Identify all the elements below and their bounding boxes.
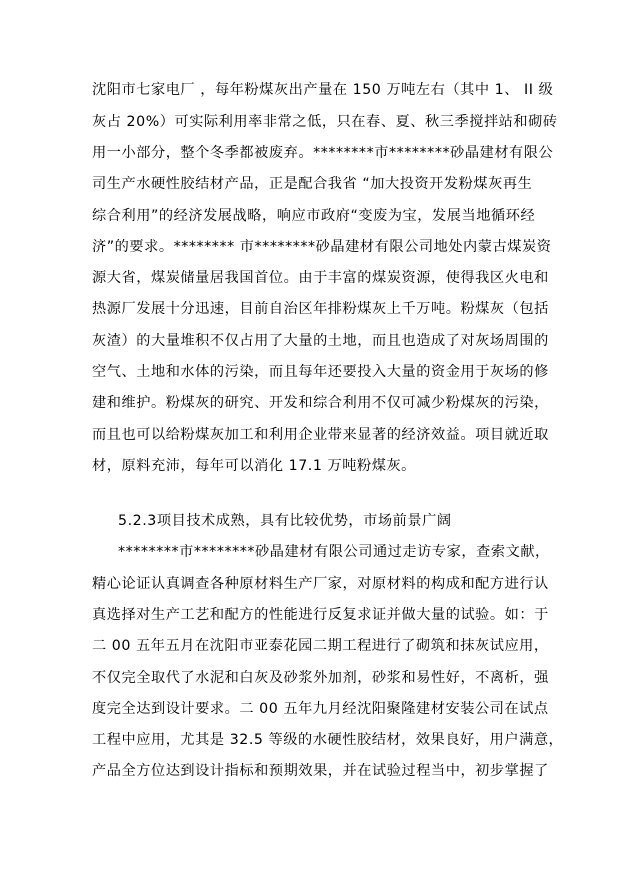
- paragraph-2-line-4: 二 00 五年五月在沈阳市亚泰花园二期工程进行了砌筑和抹灰试应用，: [92, 638, 549, 654]
- paragraph-1-line-5: 综合利用”的经济发展战略，响应市政府“变废为宝，发展当地循环经: [92, 208, 536, 224]
- paragraph-1-line-4: 司生产水硬性胶结材产品，正是配合我省 “加大投资开发粉煤灰再生: [92, 176, 533, 192]
- paragraph-2-line-8: 产品全方位达到设计指标和预期效果，并在试验过程当中，初步掌握了: [92, 763, 549, 779]
- paragraph-1-line-8: 热源厂发展十分迅速，目前自治区年排粉煤灰上千万吨。粉煤灰（包括: [92, 301, 549, 317]
- paragraph-1-line-13: 材，原料充沛，每年可以消化 17.1 万吨粉煤灰。: [92, 458, 416, 474]
- paragraph-1-line-10: 空气、土地和水体的污染，而且每年还要投入大量的资金用于灰场的修: [92, 364, 549, 380]
- paragraph-2-line-7: 工程中应用，尤其是 32.5 等级的水硬性胶结材，效果良好，用户满意，: [92, 732, 564, 748]
- paragraph-2-line-1: ********市********砂晶建材有限公司通过走访专家，查索文献，: [118, 544, 550, 560]
- paragraph-2-line-5: 不仅完全取代了水泥和白灰及砂浆外加剂，砂浆和易性好，不离析，强: [92, 670, 549, 686]
- paragraph-1-line-2: 灰占 20%）可实际利用率非常之低，只在春、夏、秋三季搅拌站和砌砖: [92, 114, 558, 130]
- paragraph-1-line-3: 用一小部分，整个冬季都被废弃。********市********砂晶建材有限公: [92, 145, 554, 161]
- paragraph-2-line-6: 度完全达到设计要求。二 00 五年九月经沈阳聚隆建材安装公司在试点: [92, 701, 549, 717]
- paragraph-2-line-2: 精心论证认真调查各种原材料生产厂家，对原材料的构成和配方进行认: [92, 576, 549, 592]
- section-heading: 5.2.3项目技术成熟，具有比较优势，市场前景广阔: [118, 513, 452, 529]
- paragraph-1-line-9: 灰渣）的大量堆积不仅占用了大量的土地，而且也造成了对灰场周围的: [92, 333, 549, 349]
- paragraph-1-line-1: 沈阳市七家电厂 ，每年粉煤灰出产量在 150 万吨左右（其中 1、 II 级: [92, 82, 554, 98]
- paragraph-1-line-6: 济”的要求。******** 市********砂晶建材有限公司地处内蒙古煤炭资: [92, 239, 552, 255]
- paragraph-1-line-12: 而且也可以给粉煤灰加工和利用企业带来显著的经济效益。项目就近取: [92, 427, 549, 443]
- paragraph-1-line-7: 源大省，煤炭储量居我国首位。由于丰富的煤炭资源，使得我区火电和: [92, 270, 549, 286]
- paragraph-2-line-3: 真选择对生产工艺和配方的性能进行反复求证并做大量的试验。如：于: [92, 607, 549, 623]
- paragraph-1-line-11: 建和维护。粉煤灰的研究、开发和综合利用不仅可减少粉煤灰的污染，: [92, 395, 549, 411]
